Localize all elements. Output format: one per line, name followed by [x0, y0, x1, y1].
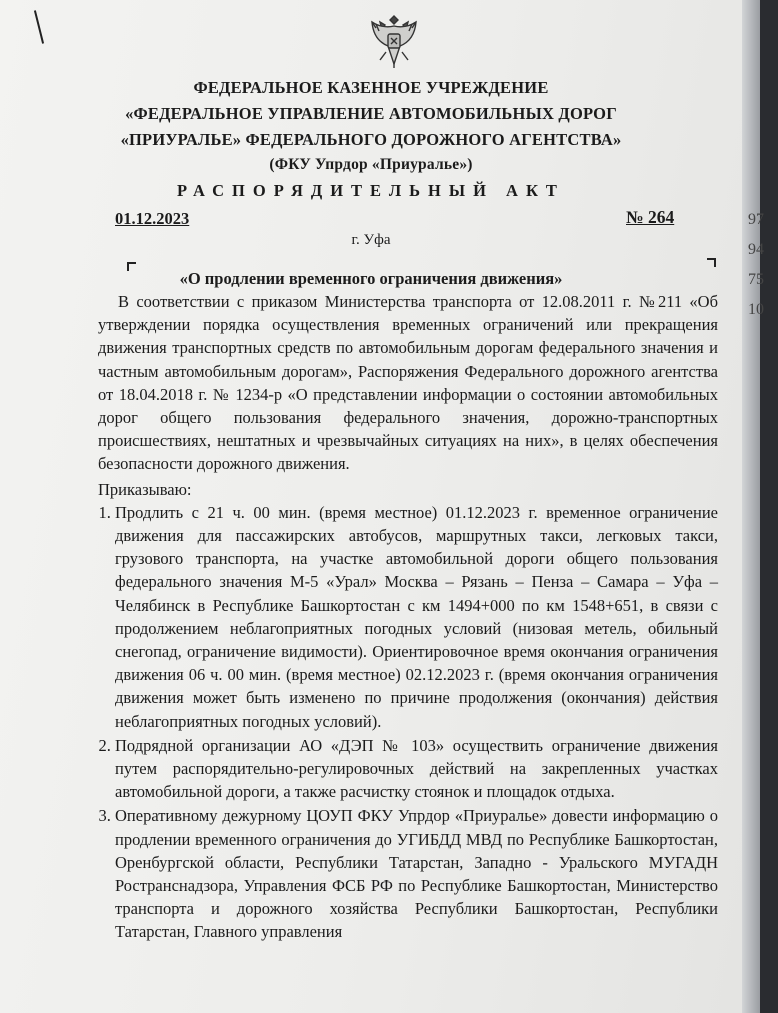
subject-bracket-right: [707, 258, 716, 267]
coat-of-arms-emblem: [366, 12, 422, 70]
organization-name-line1: ФЕДЕРАЛЬНОЕ КАЗЕННОЕ УЧРЕЖДЕНИЕ: [193, 78, 549, 97]
order-items-list: [98, 501, 718, 944]
document-date: 01.12.2023: [115, 209, 190, 228]
organization-short-name: (ФКУ Упрдор «Приуралье»): [269, 156, 473, 173]
order-label: Приказываю:: [98, 479, 192, 499]
document-type-title: РАСПОРЯДИТЕЛЬНЫЙ АКТ: [177, 181, 565, 200]
document-city: г. Уфа: [351, 232, 391, 248]
preamble-paragraph: В соответствии с приказом Министерства транспорта от 12.08.2011 г. №211 «Об утверждении порядка осуществления временных ограничений или прекращения движения транспортных средств по автомобильным дорогам федерального значения и частным автомобильным дорогам», Распоряжения Федерального дорожного агентства от 18.04.2018 г. № 1234-р «О представлении информации о состоянии автомобильных дорог общего пользования федерального значения, дорожно-транспортных происшествиях, нештатных и чрезвычайных ситуациях на них», в целях обеспечения безопасности дорожного движения.: [98, 292, 718, 474]
adjacent-page-digits: [748, 205, 778, 325]
document-body: [98, 290, 718, 944]
organization-name-line3: «ПРИУРАЛЬЕ» ФЕДЕРАЛЬНОГО ДОРОЖНОГО АГЕНТСТВА»: [120, 130, 622, 149]
edge-digit: 75: [748, 271, 764, 288]
order-item: 1. Продлить с 21 ч. 00 мин. (время местное) 01.12.2023 г. временное ограничение движения для пассажирских автобусов, маршрутных такси, легковых такси, грузового транспорта, на участке автомобильной дороги общего пользования федерального значения М-5 «Урал» Москва – Рязань – Пенза – Самара – Уфа – Челябинск в Республике Башкортостан с км 1494+000 по км 1548+651, в связи с продолжением неблагоприятных погодных условий (низовая метель, обильный снегопад, ограничение видимости). Ориентировочное время окончания ограничения движения 06 ч. 00 мин. (время местное) 02.12.2023 г. (время окончания ограничения движения может быть изменено по причине продолжения (окончания) действия неблагоприятных погодных условий).: [115, 501, 718, 733]
order-item: 3. Оперативному дежурному ЦОУП ФКУ Упрдор «Приуралье» довести информацию о продлении временного ограничения до УГИБДД МВД по Республике Башкортостан, Оренбургской области, Республики Татарстан, Западно - Уральского МУГАДН Ространснадзора, Управления ФСБ РФ по Республике Башкортостан, Министерство транспорта и дорожного хозяйства Республики Башкортостан, Республики Татарстан, Главного управления: [115, 804, 718, 943]
organization-name-line2: «ФЕДЕРАЛЬНОЕ УПРАВЛЕНИЕ АВТОМОБИЛЬНЫХ ДОРОГ: [125, 104, 617, 123]
pen-mark: [34, 10, 44, 43]
document-number: № 264: [626, 207, 675, 227]
document-subject: «О продлении временного ограничения движения»: [179, 269, 563, 288]
edge-digit: 97: [748, 211, 764, 228]
edge-digit: 10: [748, 301, 764, 318]
order-item: 2. Подрядной организации АО «ДЭП № 103» осуществить ограничение движения путем распорядительно-регулировочных действий на закрепленных участках автомобильной дороги, а также расчистку стоянок и площадок отдыха.: [115, 734, 718, 804]
edge-digit: 94: [748, 241, 764, 258]
